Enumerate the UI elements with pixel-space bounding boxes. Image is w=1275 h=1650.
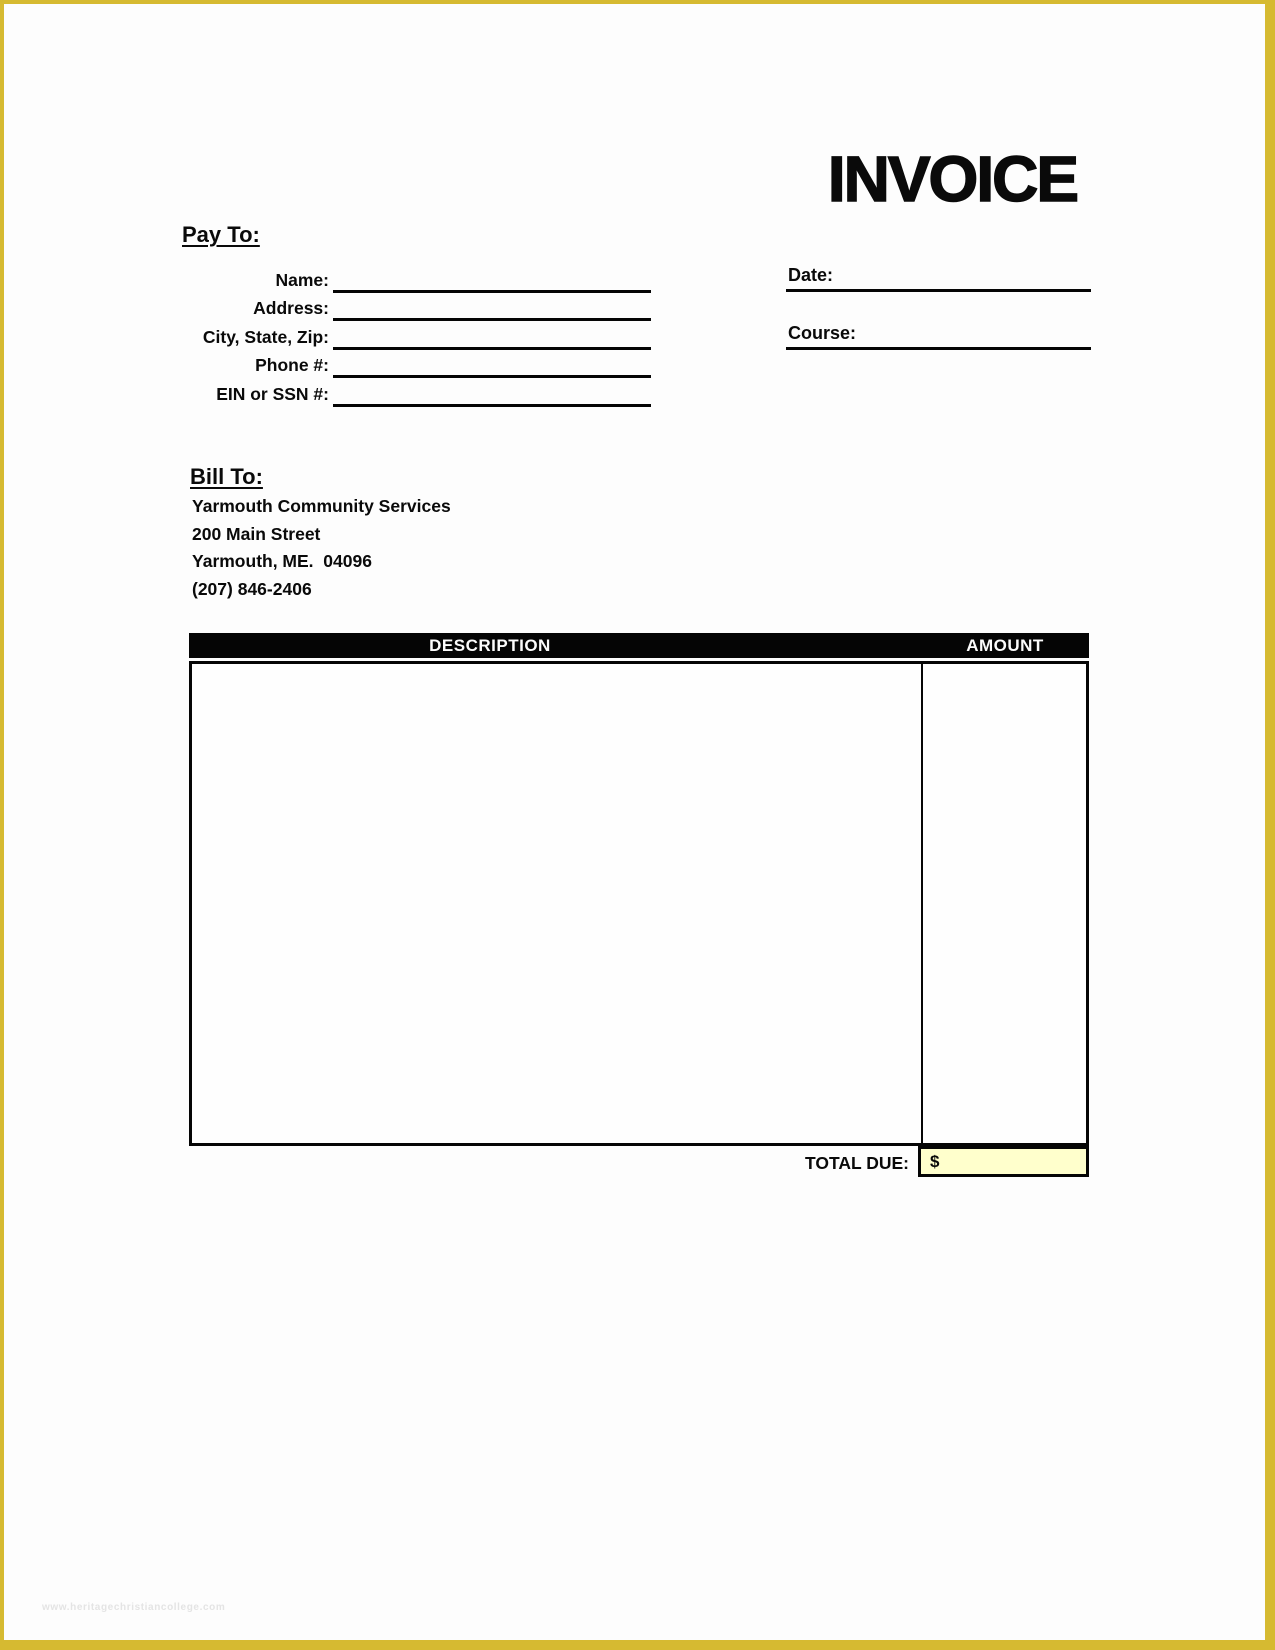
name-label: Name: [275,270,329,290]
total-due-cell[interactable] [918,1146,1089,1177]
bill-to-heading: Bill To: [190,464,263,489]
date-field[interactable] [786,262,1091,292]
name-input-line[interactable] [333,265,651,293]
pay-to-row-name [180,265,651,293]
pay-to-row-ein-ssn [180,379,651,407]
table-header-row [189,633,1089,658]
description-cell-area[interactable] [192,664,921,1143]
city-state-zip-input-line[interactable] [333,322,651,350]
bill-to-street: 200 Main Street [192,523,321,544]
pay-to-row-city-state-zip [180,322,651,350]
city-state-zip-label: City, State, Zip: [202,326,329,347]
currency-symbol: $ [930,1151,940,1171]
address-label: Address: [253,298,329,319]
total-due-label: TOTAL DUE: [804,1153,909,1173]
bill-to-city: Yarmouth, ME. 04096 [192,551,372,571]
phone-input-line[interactable] [333,350,651,378]
date-label: Date: [788,265,834,285]
pay-to-heading: Pay To: [182,222,260,247]
description-column-header: DESCRIPTION [429,635,551,655]
ein-ssn-input-line[interactable] [333,379,651,407]
watermark-text: www.heritagechristiancollege.com [42,1602,226,1613]
pay-to-row-address [180,293,651,321]
bill-to-phone: (207) 846-2406 [192,578,312,599]
phone-label: Phone #: [255,355,329,376]
page-title: INVOICE [827,143,1077,215]
amount-column-header: AMOUNT [966,635,1044,655]
amount-cell-area[interactable] [923,664,1086,1143]
course-field[interactable] [786,320,1091,350]
ein-ssn-label: EIN or SSN #: [216,383,329,404]
course-label: Course: [788,323,857,343]
address-input-line[interactable] [333,293,651,321]
pay-to-row-phone [180,350,651,378]
bill-to-name: Yarmouth Community Services [192,496,451,516]
invoice-table-body [189,661,1089,1146]
